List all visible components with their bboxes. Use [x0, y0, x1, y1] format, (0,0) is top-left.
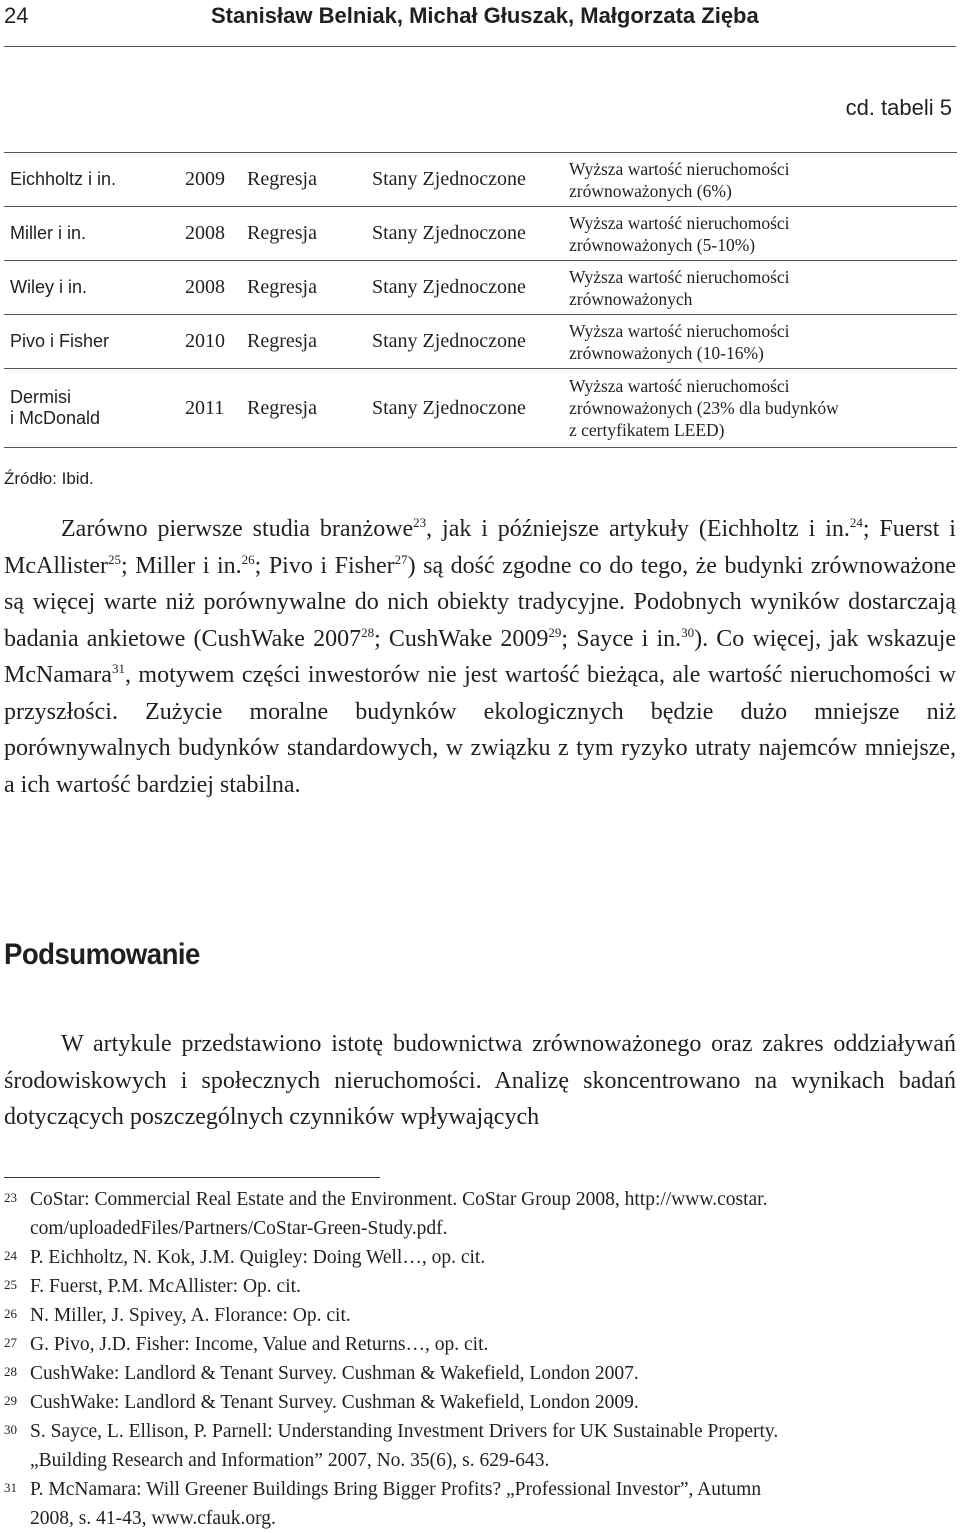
- result-line: z certyfikatem LEED): [569, 420, 725, 440]
- cell-result: [563, 261, 957, 315]
- cell-country: Stany Zjednoczone: [362, 315, 563, 369]
- footnote: 29 CushWake: Landlord & Tenant Survey. Cushman & Wakefield, London 2009.: [4, 1388, 956, 1417]
- table-row: [4, 315, 957, 369]
- footnote-number: 29: [4, 1393, 17, 1408]
- cell-method: Regresja: [240, 369, 362, 448]
- cell-result: [563, 153, 957, 207]
- cell-author: [4, 369, 177, 448]
- footnote-ref: 26: [241, 551, 255, 567]
- footnote: 24 P. Eichholtz, N. Kok, J.M. Quigley: Doing Well…, op. cit.: [4, 1243, 956, 1272]
- footnote-number: 31: [4, 1480, 17, 1495]
- result-line: zrównoważonych (5-10%): [569, 234, 756, 255]
- footnote-number: 26: [4, 1306, 17, 1321]
- table-continuation-label: cd. tabeli 5: [845, 95, 952, 120]
- footnote-ref: 24: [849, 515, 863, 530]
- footnote: 25 F. Fuerst, P.M. McAllister: Op. cit.: [4, 1272, 956, 1301]
- result-line: zrównoważonych (10-16%): [569, 342, 764, 363]
- footnote-number: 27: [4, 1335, 17, 1350]
- footnote-number: 30: [4, 1422, 17, 1437]
- table-row: [4, 153, 957, 207]
- cell-method: Regresja: [240, 153, 362, 207]
- result-line: Wyższa wartość nieruchomości: [569, 320, 790, 341]
- cell-method: Regresja: [240, 315, 362, 369]
- cell-country: Stany Zjednoczone: [362, 261, 563, 315]
- footnote-ref: 23: [413, 515, 427, 530]
- author-line: i McDonald: [10, 408, 101, 428]
- footnote: 30 S. Sayce, L. Ellison, P. Parnell: Understanding Investment Drivers for UK Sustainable Property. „Building Research and Information” 2007, No. 35(6), s. 629-643.: [4, 1417, 956, 1475]
- footnote-ref: 27: [394, 551, 408, 567]
- author-line: Dermisi: [10, 387, 71, 407]
- result-line: zrównoważonych (23% dla budynków: [569, 398, 839, 418]
- result-line: zrównoważonych (6%): [569, 180, 732, 201]
- cell-year: 2011: [177, 369, 240, 448]
- result-line: Wyższa wartość nieruchomości: [569, 266, 790, 287]
- table-row: [4, 207, 957, 261]
- body-paragraph-1: Zarówno pierwsze studia branżowe$^{23}$, jak i późniejsze artykuły (Eichholtz i in.$^{24}$; Fuerst i McAllister$^{25}$; Miller i in.$^{26}$; Pivo i Fisher$^{27}$) są dość zgodne co do tego, że budynki zrównoważone są więcej warte niż porównywalne do nich obiekty tradycyjne. Podobnych wyników dostarczają badania ankietowe (CushWake 2007$^{28}$; CushWake 2009$^{29}$; Sayce i in.$^{30}$). Co więcej, jak wskazuje McNamara$^{31}$, motywem części inwestorów nie jest wartość bieżąca, ale wartość nieruchomości w przyszłości. Zużycie moralne budynków ekologicznych będzie dużo mniejsze niż porównywalnych budynków standardowych, w związku z tym ryzyko utraty najemców mniejsze, a ich wartość bardziej stabilna.: [4, 515, 956, 798]
- cell-country: Stany Zjednoczone: [362, 153, 563, 207]
- footnote: 27 G. Pivo, J.D. Fisher: Income, Value and Returns…, op. cit.: [4, 1330, 956, 1359]
- footnote-number: 28: [4, 1364, 17, 1379]
- table-source-note: Źródło: Ibid.: [4, 469, 94, 488]
- cell-year: 2008: [177, 261, 240, 315]
- footnote-number: 25: [4, 1277, 17, 1292]
- footnote-ref: 31: [111, 661, 125, 676]
- cell-author: Wiley i in.: [4, 261, 177, 315]
- section-heading: Podsumowanie: [4, 938, 200, 971]
- result-line: Wyższa wartość nieruchomości: [569, 376, 790, 396]
- footnote-ref: 29: [548, 624, 562, 640]
- footnote-number: 24: [4, 1248, 17, 1263]
- cell-author: Eichholtz i in.: [4, 153, 177, 207]
- footnote-ref: 28: [361, 624, 375, 640]
- cell-method: Regresja: [240, 261, 362, 315]
- footnote: 28 CushWake: Landlord & Tenant Survey. Cushman & Wakefield, London 2007.: [4, 1359, 956, 1388]
- result-line: Wyższa wartość nieruchomości: [569, 212, 790, 233]
- cell-country: Stany Zjednoczone: [362, 369, 563, 448]
- cell-country: Stany Zjednoczone: [362, 207, 563, 261]
- footnote: 26 N. Miller, J. Spivey, A. Florance: Op. cit.: [4, 1301, 956, 1330]
- cell-year: 2010: [177, 315, 240, 369]
- cell-author: Pivo i Fisher: [4, 315, 177, 369]
- result-line: Wyższa wartość nieruchomości: [569, 158, 790, 179]
- cell-method: Regresja: [240, 207, 362, 261]
- body-paragraph-2: W artykule przedstawiono istotę budownictwa zrównoważonego oraz zakres oddziaływań środowiskowych i społecznych nieruchomości. Analizę skoncentrowano na wynikach badań dotyczących poszczególnych czynników wpływających: [4, 1031, 956, 1130]
- cell-author: Miller i in.: [4, 207, 177, 261]
- cell-result: [563, 315, 957, 369]
- cell-year: 2008: [177, 207, 240, 261]
- results-table: [4, 152, 957, 448]
- page-number: 24: [4, 3, 29, 28]
- result-line: zrównoważonych: [569, 288, 693, 309]
- footnote-ref: 25: [107, 551, 121, 567]
- running-header-authors: Stanisław Belniak, Michał Głuszak, Małgorzata Zięba: [211, 3, 759, 28]
- table-row: [4, 261, 957, 315]
- running-header: [4, 0, 956, 47]
- cell-result: [563, 369, 957, 448]
- footnote-ref: 30: [681, 624, 695, 640]
- footnote-separator: [4, 1177, 380, 1178]
- table-row: [4, 369, 957, 448]
- footnote-number: 23: [4, 1190, 17, 1205]
- footnote: 23 CoStar: Commercial Real Estate and the Environment. CoStar Group 2008, http://www.costar. com/uploadedFiles/Partners/CoStar-Green-Study.pdf.: [4, 1185, 956, 1243]
- cell-year: 2009: [177, 153, 240, 207]
- cell-result: [563, 207, 957, 261]
- footnote: 31 P. McNamara: Will Greener Buildings Bring Bigger Profits? „Professional Investor”, Autumn 2008, s. 41-43, www.cfauk.org.: [4, 1475, 956, 1533]
